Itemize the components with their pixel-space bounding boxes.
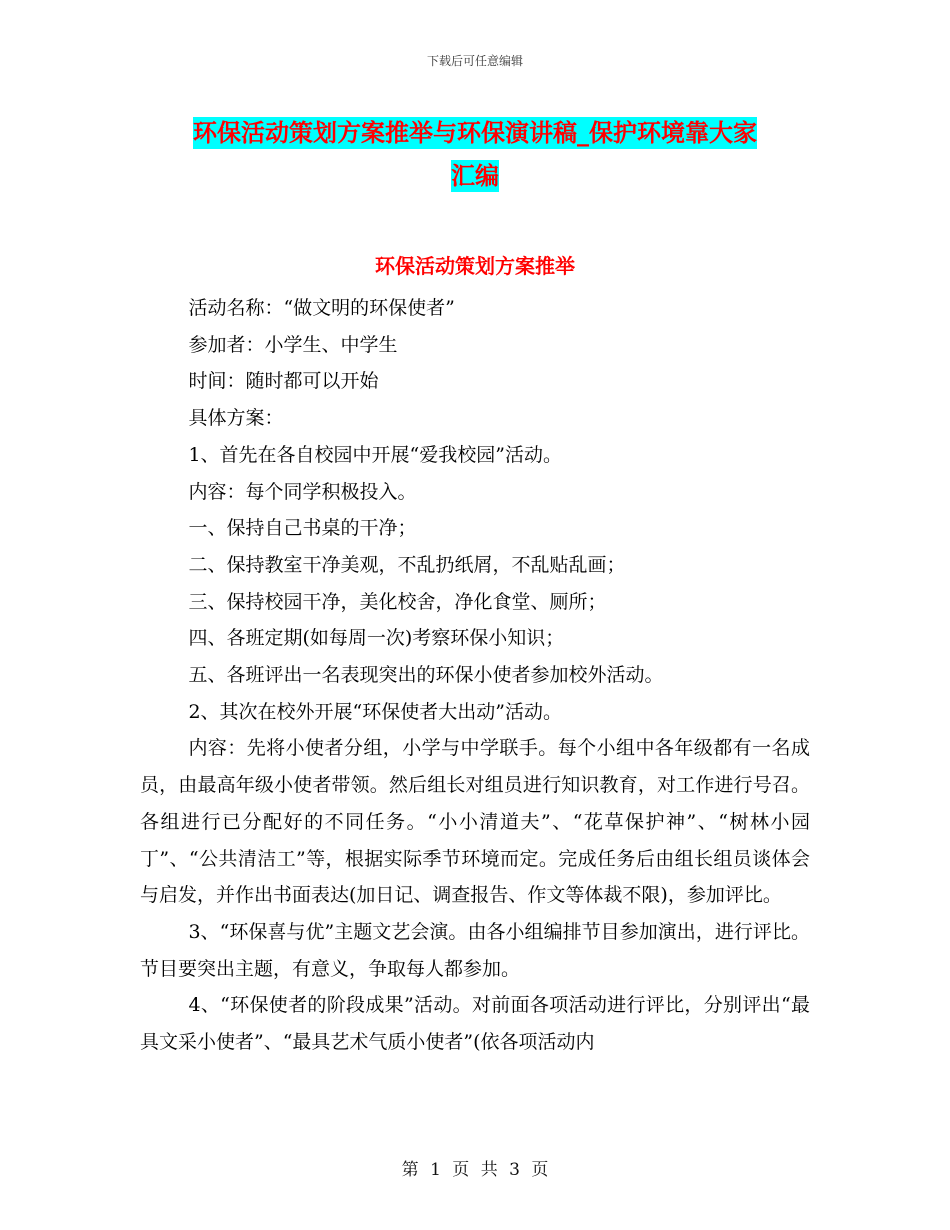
paragraph: 时间：随时都可以开始 [188, 370, 379, 393]
paragraph: 五、各班评出一名表现突出的环保小使者参加校外活动。 [188, 664, 664, 687]
paragraph: 一、保持自己书桌的干净； [188, 517, 417, 540]
document-title [140, 112, 810, 198]
paragraph: 3、“环保喜与优”主题文艺会演。由各小组编排节目参加演出，进行评比。节目要突出主题，有意义，争取每人都参加。 [140, 920, 810, 980]
paragraph: 三、保持校园干净，美化校舍，净化食堂、厕所； [188, 590, 607, 613]
document-body [140, 290, 810, 1061]
paragraph: 4、“环保使者的阶段成果”活动。对前面各项活动进行评比，分别评出“最具文采小使者”、“最具艺术气质小使者”(依各项活动内 [140, 994, 810, 1054]
section-heading: 环保活动策划方案推举 [375, 254, 575, 278]
paragraph: 四、各班定期(如每周一次)考察环保小知识； [188, 627, 565, 650]
paragraph: 参加者：小学生、中学生 [188, 333, 398, 356]
paragraph: 2、其次在校外开展“环保使者大出动”活动。 [188, 700, 562, 723]
paragraph: 具体方案： [188, 407, 284, 430]
page-header-note: 下载后可任意编辑 [426, 54, 523, 68]
paragraph: 1、首先在各自校园中开展“爱我校园”活动。 [188, 443, 562, 466]
paragraph: 活动名称：“做文明的环保使者” [188, 297, 455, 319]
paragraph: 内容：先将小使者分组，小学与中学联手。每个小组中各年级都有一名成员，由最高年级小使者带领。然后组长对组员进行知识教育，对工作进行号召。各组进行已分配好的不同任务。“小小清道夫”、“花草保护神”、“树林小园丁”、“公共清洁工”等，根据实际季节环境而定。完成任务后由组长组员谈体会与启发，并作出书面表达(加日记、调查报告、作文等体裁不限)，参加评比。 [140, 737, 810, 907]
paragraph: 二、保持教室干净美观，不乱扔纸屑，不乱贴乱画； [188, 553, 626, 576]
paragraph: 内容：每个同学积极投入。 [188, 480, 417, 503]
page-number-footer: 第 1 页 共 3 页 [401, 1160, 549, 1180]
document-title-line-1: 环保活动策划方案推举与环保演讲稿_保护环境靠大家 [193, 119, 757, 147]
document-title-line-2: 汇编 [451, 162, 499, 190]
